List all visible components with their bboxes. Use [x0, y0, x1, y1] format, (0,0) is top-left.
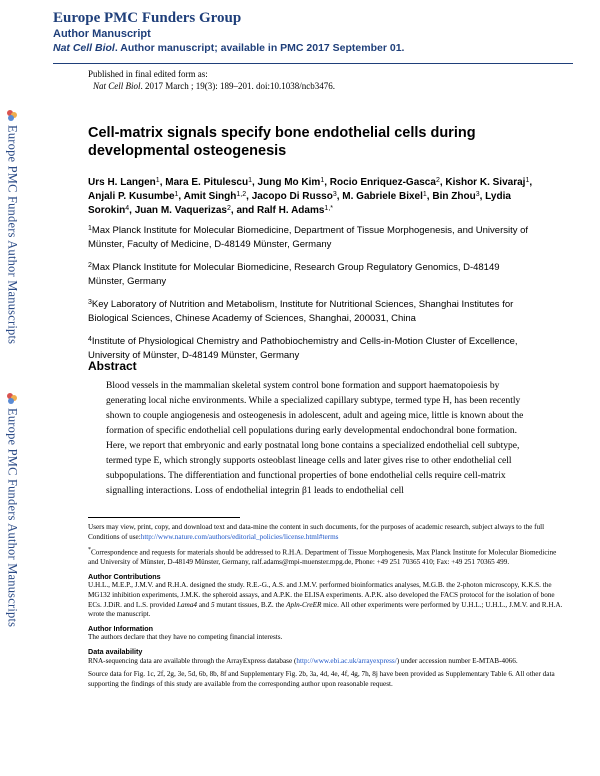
correspondence-note: *Correspondence and requests for materials should be addressed to R.H.A. Department of Tissue Morphogenesis, Max Planck Institute for Molecular Biomedicine and University of Münster, D-48149 Münster, Germany, ralf.adams@mpi-muenster.mpg.de, Phone: +49 251 70365 410; Fax: +49 251 70365 499. — [88, 547, 557, 567]
author-name: Juan M. Vaquerizas — [134, 205, 227, 216]
author-name: Jacopo Di Russo — [251, 191, 333, 202]
author-affiliation-mark: 1 — [525, 177, 530, 184]
published-details: . 2017 March ; 19(3): 189–201. doi:10.1038/ncb3476. — [140, 81, 335, 91]
published-label: Published in final edited form as: — [88, 69, 208, 79]
affiliation-text: Max Planck Institute for Molecular Biomedicine, Research Group Regulatory Genomics, D-48149 Münster, Germany — [88, 262, 500, 287]
footnotes — [88, 523, 566, 689]
author-affiliation-mark: 3 — [332, 191, 337, 198]
europe-pmc-logo-icon — [7, 110, 17, 122]
author-name: M. Gabriele Bixel — [342, 191, 423, 202]
author-name: Amit Singh — [183, 191, 237, 202]
europe-pmc-logo-icon — [7, 393, 17, 405]
author-name: Bin Zhou — [432, 191, 476, 202]
data-availability-text: RNA-sequencing data are available through the ArrayExpress database (http://www.ebi.ac.uk/arrayexpress/) under accession number E-MTAB-4066. — [88, 656, 518, 665]
sidebar-funders-label-top — [4, 110, 20, 344]
author-affiliation-mark: 1,2 — [236, 191, 247, 198]
data-availability-heading: Data availability — [88, 646, 143, 656]
author-affiliation-mark: 1 — [155, 177, 160, 184]
author-name: Kishor K. Sivaraj — [445, 177, 526, 188]
journal-name: Nat Cell Biol — [53, 42, 115, 54]
journal-line — [53, 42, 573, 55]
abstract-text: Blood vessels in the mammalian skeletal system control bone formation and support haematopoiesis by generating local niche environments. While a specialized capillary subtype, termed type H, has been recently shown to couple angiogenesis and osteogenesis in adolescent, adult and ageing mice, little is known about the formation of specific endothelial cell populations during early developmental endochondral bone formation. Here, we report that embryonic and early postnatal long bone contains a specialized endothelial cell subtype, termed type E, which strongly supports osteoblast lineage cells and later gives rise to other endothelial cell subpopulations. The differentiation and functional properties of bone endothelial cells require cell-matrix signalling interactions. Loss of endothelial integrin β1 leads to endothelial cell — [106, 381, 524, 496]
journal-availability: . Author manuscript; available in PMC 2017 September 01. — [114, 42, 405, 54]
author-affiliation-mark: 1 — [174, 191, 179, 198]
affiliation — [88, 261, 538, 289]
footnote-rule — [88, 517, 240, 518]
affiliation-mark: 1 — [88, 225, 92, 232]
author-affiliation-mark: 1,* — [324, 205, 333, 212]
author-info-heading: Author Information — [88, 623, 154, 633]
author-info-text: The authors declare that they have no competing financial interests. — [88, 633, 283, 642]
affiliation-mark: 2 — [88, 262, 92, 269]
author-name: Lydia Sorokin — [88, 191, 511, 216]
author-name: Jung Mo Kim — [257, 177, 321, 188]
author-affiliation-mark: 2 — [226, 205, 231, 212]
affiliation-mark: 4 — [88, 336, 92, 343]
published-note — [88, 68, 335, 92]
author-list: Urs H. Langen$^1$, Mara E. Pitulescu$^1$, Jung Mo Kim$^1$, Rocio Enriquez-Gasca$^2$, Kishor K. Sivaraj$^1$, Anjali P. Kusumbe$^1$, Amit Singh$^{1,2}$, Jacopo Di Russo$^3$, M. Gabriele Bixel$^1$, Bin Zhou$^3$, Lydia Sorokin$^4$, Juan M. Vaquerizas$^2$, and Ralf H. Adams$^{1,*}$ — [88, 177, 533, 216]
affiliation-list — [88, 224, 538, 363]
affiliation — [88, 298, 538, 326]
manuscript-type: Author Manuscript — [53, 28, 151, 40]
affiliation — [88, 335, 538, 363]
author-name: Urs H. Langen — [88, 177, 156, 188]
article-front-matter — [88, 124, 538, 372]
sidebar-funders-label-bottom — [4, 393, 20, 627]
author-affiliation-mark: 4 — [125, 205, 130, 212]
license-link[interactable]: http://www.nature.com/authors/editorial_policies/license.html#terms — [140, 532, 339, 541]
source-data-text: Source data for Fig. 1c, 2f, 2g, 3e, 5d, 6b, 8b, 8f and Supplementary Fig. 2b, 3a, 4d, 4e, 4f, 4g, 7h, 8j have been provided as Supplementary Table 6. All other data supporting the findings of this study are available from the corresponding author upon reasonable request. — [88, 670, 555, 688]
abstract-heading: Abstract — [88, 359, 137, 373]
author-affiliation-mark: 1 — [422, 191, 427, 198]
affiliation-text: Max Planck Institute for Molecular Biomedicine, Department of Tissue Morphogenesis, and University of Münster, Faculty of Medicine, D-48149 Münster, Germany — [88, 225, 529, 250]
affiliation — [88, 224, 538, 252]
published-citation — [88, 80, 335, 92]
article-title: Cell-matrix signals specify bone endothelial cells during developmental osteogenesis — [88, 125, 476, 159]
affiliation-text: Institute of Physiological Chemistry and Pathobiochemistry and Cells-in-Motion Cluster of Excellence, University of Münster, D-48149 Münster, Germany — [88, 336, 518, 361]
author-name: Mara E. Pitulescu — [165, 177, 249, 188]
author-affiliation-mark: 1 — [248, 177, 252, 184]
author-name: Ralf H. Adams — [257, 205, 325, 216]
affiliation-text: Key Laboratory of Nutrition and Metabolism, Institute for Nutritional Sciences, Shanghai Institutes for Biological Sciences, Chinese Academy of Sciences, Shanghai, 200031, China — [88, 299, 514, 324]
sidebar-text-top: Europe PMC Funders Author Manuscripts — [5, 125, 20, 345]
author-affiliation-mark: 1 — [320, 177, 325, 184]
affiliation-mark: 3 — [88, 299, 92, 306]
author-name: Anjali P. Kusumbe — [88, 191, 175, 202]
contributions-text: U.H.L., M.E.P., J.M.V. and R.H.A. designed the study. R.E.-G., A.S. and J.M.V. performed bioinformatics analyses, M.G.B. the 2-photon microscopy, K.K.S. the MG132 inhibition experiments, J.M.K. the spheroid assays, and A.P.K. the ELISA experiments. A.P.K. also developed the FACS protocol for the isolation of bone ECs. J.DiR. and L.S. provided Lama4 and 5 mutant tissues, B.Z. the Apln-CreER mice. All other experiments were performed by U.H.L.; U.H.L., J.M.V. and R.H.A. wrote the manuscript. — [88, 581, 563, 619]
published-journal: Nat Cell Biol — [93, 81, 141, 91]
funders-header — [53, 10, 573, 55]
arrayexpress-link[interactable]: http://www.ebi.ac.uk/arrayexpress/ — [296, 656, 397, 665]
funders-group-title: Europe PMC Funders Group — [53, 10, 242, 26]
header-rule — [53, 63, 573, 64]
author-joiner: and — [236, 205, 255, 216]
author-affiliation-mark: 2 — [435, 177, 440, 184]
author-name: Rocio Enriquez-Gasca — [329, 177, 436, 188]
contributions-heading: Author Contributions — [88, 571, 161, 581]
sidebar-text-bottom: Europe PMC Funders Author Manuscripts — [5, 408, 20, 628]
license-note: Users may view, print, copy, and download text and data-mine the content in such documents, for the purposes of academic research, subject always to the full Conditions of use:http://www.nature.com/authors/editorial_policies/license.html#terms — [88, 523, 545, 541]
author-affiliation-mark: 3 — [475, 191, 480, 198]
